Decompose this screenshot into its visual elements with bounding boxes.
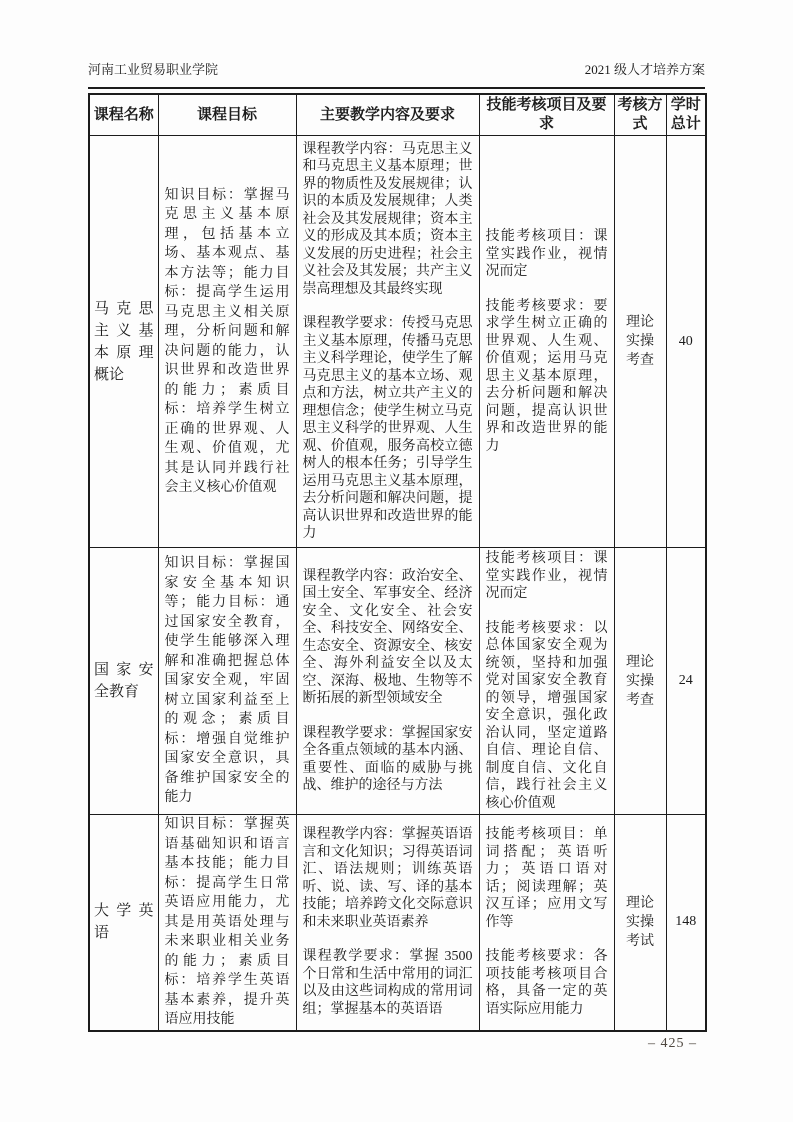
- page-header: [88, 62, 705, 89]
- method-line: 实操: [626, 673, 654, 689]
- teaching-requirements-paragraph: 课程教学要求：掌握国家安全各重点领域的基本内涵、重要性、面临的威胁与挑战、维护的途径与方法: [302, 725, 473, 793]
- method-line: 理论: [626, 895, 654, 911]
- teaching-content-cell: [296, 548, 479, 815]
- column-header-total-hours: 学时总计: [666, 94, 706, 136]
- total-hours-cell: 148: [666, 815, 706, 1031]
- table-row-national-security: [89, 548, 706, 815]
- table-row-college-english: [89, 815, 706, 1031]
- table-row-marxism: [89, 136, 706, 548]
- skill-assessment-cell: [479, 548, 614, 815]
- course-objectives-cell: 知识目标：掌握国家安全基本知识等；能力目标：通过国家安全教育，使学生能够深入理解和准确把握总体国家安全观，牢固树立国家利益至上的观念；素质目标：增强自觉维护国家安全意识，具备维护国家安全的能力: [158, 548, 296, 815]
- method-line: 实操: [626, 334, 654, 349]
- skill-requirements-paragraph: 技能考核要求：以总体国家安全观为统领，坚持和加强党对国家安全教育的领导，增强国家安全意识，强化政治认同，坚定道路自信、理论自信、制度自信、文化自信，践行社会主义核心价值观: [485, 620, 608, 811]
- teaching-requirements-paragraph: 课程教学要求：传授马克思主义基本原理，传播马克思主义科学理论，使学生了解马克思主义的基本立场、观点和方法，树立共产主义的理想信念；使学生树立马克思主义科学的世界观、人生观、价值观，服务高校立德树人的根本任务；引导学生运用马克思主义基本原理，去分析问题和解决问题，提高认识世界和改造世界的能力: [302, 316, 473, 541]
- skill-requirements-paragraph: 技能考核要求：各项技能考核项目合格，具备一定的英语实际应用能力: [485, 949, 608, 1017]
- header-school-name: 河南工业贸易职业学院: [88, 62, 219, 77]
- skill-assessment-cell: [479, 136, 614, 548]
- method-line: 考查: [626, 692, 654, 708]
- skill-items-paragraph: 技能考核项目：单词搭配；英语听力；英语口语对话；阅读理解；英汉互译；应用文写作等: [485, 827, 608, 930]
- skill-items-paragraph: 技能考核项目：课堂实践作业，视情况而定: [485, 229, 608, 279]
- column-header-teaching-content: 主要教学内容及要求: [296, 94, 479, 136]
- column-header-skill-assessment: 技能考核项目及要求: [479, 94, 614, 136]
- teaching-content-paragraph: 课程教学内容：马克思主义和马克思主义基本原理；世界的物质性及发展规律；认识的本质及发展规律；人类社会及其发展规律；资本主义的形成及其本质；资本主义发展的历史进程；社会主义社会及其发展；共产主义崇高理想及其最终实现: [302, 141, 473, 297]
- method-line: 考试: [626, 933, 654, 949]
- column-header-objectives: 课程目标: [158, 94, 296, 136]
- course-objectives-cell: 知识目标：掌握英语基础知识和语言基本技能；能力目标：提高学生日常英语应用能力，尤其是用英语处理与未来职业相关业务的能力；素质目标：培养学生英语基本素养，提升英语应用技能: [158, 815, 296, 1031]
- assessment-method-cell: [614, 815, 666, 1031]
- course-name-cell: 国家安全教育: [89, 548, 158, 815]
- teaching-content-cell: [296, 136, 479, 548]
- assessment-method-cell: [614, 548, 666, 815]
- page-number: – 425 –: [648, 1036, 697, 1051]
- course-name-cell: 大学英语: [89, 815, 158, 1031]
- skill-requirements-paragraph: 技能考核要求：要求学生树立正确的世界观、人生观、价值观；运用马克思主义基本原理，去分析问题和解决问题，提高认识世界和改造世界的能力: [485, 298, 608, 454]
- total-hours-cell: 24: [666, 548, 706, 815]
- method-line: 理论: [626, 654, 654, 670]
- assessment-method-cell: [614, 136, 666, 548]
- skill-items-paragraph: 技能考核项目：课堂实践作业，视情况而定: [485, 551, 608, 601]
- teaching-content-paragraph: 课程教学内容：政治安全、国土安全、军事安全、经济安全、文化安全、社会安全、科技安全、网络安全、生态安全、资源安全、核安全、海外利益安全以及太空、深海、极地、生物等不断拓展的新型领域安全: [302, 568, 473, 706]
- column-header-assessment-method: 考核方式: [614, 94, 666, 136]
- teaching-requirements-paragraph: 课程教学要求：掌握 3500 个日常和生活中常用的词汇以及由这些词构成的常用词组；掌握基本的英语语: [302, 949, 473, 1017]
- header-program-title: 2021 级人才培养方案: [584, 62, 705, 77]
- total-hours-cell: 40: [666, 136, 706, 548]
- course-plan-table: [88, 93, 707, 1032]
- method-line: 考查: [626, 353, 654, 368]
- course-objectives-cell: 知识目标：掌握马克思主义基本原理，包括基本立场、基本观点、基本方法等；能力目标：提高学生运用马克思主义相关原理，分析问题和解决问题的能力，认识世界和改造世界的能力；素质目标：培养学生树立正确的世界观、人生观、价值观，尤其是认同并践行社会主义核心价值观: [158, 136, 296, 548]
- column-header-course-name: 课程名称: [89, 94, 158, 136]
- teaching-content-paragraph: 课程教学内容：掌握英语语言和文化知识；习得英语词汇、语法规则；训练英语听、说、读、写、译的基本技能；培养跨文化交际意识和未来职业英语素养: [302, 827, 473, 930]
- course-name-cell: 马克思主义基本原理概论: [89, 136, 158, 548]
- method-line: 理论: [626, 315, 654, 330]
- table-header-row: [89, 94, 706, 136]
- skill-assessment-cell: [479, 815, 614, 1031]
- teaching-content-cell: [296, 815, 479, 1031]
- method-line: 实操: [626, 914, 654, 930]
